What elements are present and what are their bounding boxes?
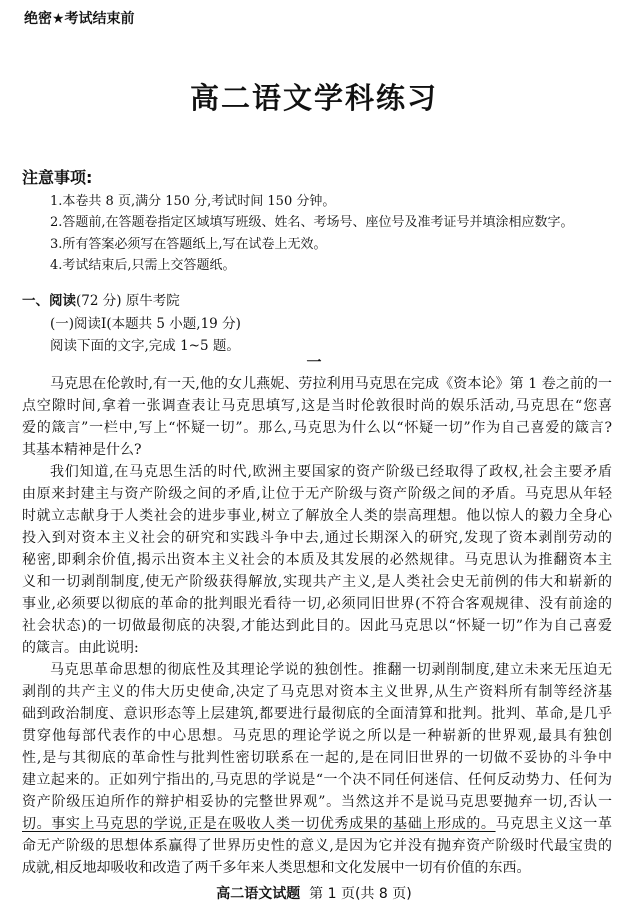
passage-line: 建立起来的。正如列宁指出的,马克思的学说是“一个决不同任何迷信、任何反动势力、任何为 (22, 772, 612, 788)
page-title: 高二语文学科练习 (189, 81, 438, 115)
passage-line: 我们知道,在马克思生活的时代,欧洲主要国家的资产阶级已经取得了政权,社会主要矛盾 (50, 464, 612, 480)
passage-line: 社会状态)的一切做最彻底的决裂,才能达到此目的。因此马克思以“怀疑一切”作为自己喜爱 (22, 618, 612, 634)
passage-line: 事业,必须要以彻底的革命的批判眼光看待一切,必须同旧世界(不符合客观规律、没有前途的 (22, 596, 612, 612)
notice-item: 2.答题前,在答题卷指定区域填写班级、姓名、考场号、座位号及准考证号并填涂相应数字。 (50, 215, 574, 230)
passage-line (22, 813, 612, 835)
secret-label: 绝密★考试结束前 (24, 11, 135, 27)
instruction: 阅读下面的文字,完成 1~5 题。 (50, 338, 240, 354)
section-heading (22, 289, 180, 309)
passage-line: 义和一切剥削制度,使无产阶级获得解放,实现共产主义,是人类社会史无前例的伟大和崭新的 (22, 574, 612, 590)
passage-line: 其基本精神是什么? (22, 442, 142, 458)
footer-page: 第 1 页(共 8 页) (309, 886, 412, 902)
passage-line: 马克思在伦敦时,有一天,他的女儿燕妮、劳拉利用马克思在完成《资本论》第 1 卷之前的一 (50, 376, 612, 392)
passage-line-tail: 马克思主义这一革 (495, 816, 613, 832)
underlined-sentence: 切。事实上马克思的学说,正是在吸收人类一切优秀成果的基础上形成的。 (22, 816, 496, 832)
notice-item: 1.本卷共 8 页,满分 150 分,考试时间 150 分钟。 (50, 194, 336, 209)
footer-title: 高二语文试题 (216, 886, 301, 902)
passage-line: 命无产阶级的思想体系赢得了世界历史性的意义,是因为它并没有抛弃资产阶级时代最宝贵的 (22, 838, 612, 854)
section-label: 一、阅读 (22, 293, 76, 309)
subsection-heading: (一)阅读Ⅰ(本题共 5 小题,19 分) (50, 316, 241, 332)
passage-line: 投入到对资本主义社会的研究和实践斗争中去,通过长期深入的研究,发现了资本剥削劳动的 (22, 530, 612, 546)
passage-line: 础到政治制度、意识形态等上层建筑,都要进行最彻底的全面清算和批判。批判、革命,是几乎 (22, 706, 612, 722)
page-footer (0, 883, 628, 903)
notice-item: 3.所有答案必须写在答题纸上,写在试卷上无效。 (50, 237, 327, 252)
passage-line: 资产阶级压迫所作的辩护相妥协的完整世界观”。当然这并不是说马克思要抛弃一切,否认一 (22, 794, 612, 810)
passage-line: 贯穿他每部代表作的中心思想。马克思的理论学说之所以是一种崭新的世界观,最具有独创 (22, 728, 612, 744)
passage-line: 秘密,即剩余价值,揭示出资本主义社会的本质及其发展的必然规律。马克思认为推翻资本主 (22, 552, 612, 568)
section-author: 原牛考院 (125, 293, 180, 309)
passage-line: 时就立志献身于人类社会的进步事业,树立了解放全人类的崇高理想。他以惊人的毅力全身心 (22, 508, 612, 524)
passage-line: 性,是与其彻底的革命性与批判性密切联系在一起的,是在同旧世界的一切做不妥协的斗争中 (22, 750, 612, 766)
passage-line: 剥削的共产主义的伟大历史使命,决定了马克思对资本主义世界,从生产资料所有制等经济基 (22, 684, 612, 700)
passage-line: 由原来封建主与资产阶级之间的矛盾,让位于无产阶级与资产阶级之间的矛盾。马克思从年轻 (22, 486, 612, 502)
notice-item: 4.考试结束后,只需上交答题纸。 (50, 258, 236, 273)
passage-line: 点空隙时间,拿着一张调查表让马克思填写,这是当时伦敦很时尚的娱乐活动,马克思在“您喜 (22, 398, 612, 414)
passage-line: 的箴言。由此说明: (22, 640, 139, 656)
part-number: 一 (306, 353, 322, 371)
passage-line: 爱的箴言”一栏中,写上“怀疑一切”。那么,马克思为什么以“怀疑一切”作为自己喜爱的箴言? (22, 420, 612, 436)
passage-line: 成就,相反地却吸收和改造了两千多年来人类思想和文化发展中一切有价值的东西。 (22, 860, 531, 876)
section-score: (72 分) (76, 293, 122, 309)
notice-heading: 注意事项: (22, 168, 93, 187)
passage-line: 马克思革命思想的彻底性及其理论学说的独创性。推翻一切剥削制度,建立未来无压迫无 (50, 662, 612, 678)
